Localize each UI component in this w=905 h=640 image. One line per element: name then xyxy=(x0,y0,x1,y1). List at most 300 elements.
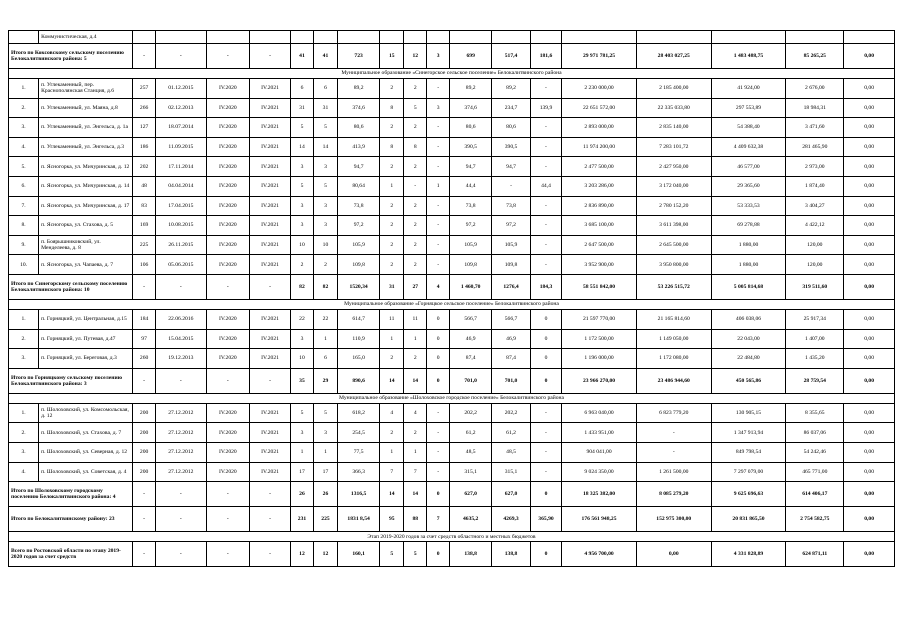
subtotal-cell: 0,00 xyxy=(636,542,711,567)
table-cell: 3 xyxy=(313,157,337,177)
subtotal-cell: - xyxy=(156,274,207,299)
table-cell: 1 xyxy=(404,442,427,462)
table-cell: IV.2021 xyxy=(250,196,291,216)
subtotal-cell: - xyxy=(156,507,207,532)
table-cell xyxy=(313,31,337,44)
subtotal-row xyxy=(9,274,895,299)
table-row xyxy=(9,79,895,99)
table-cell: 2 xyxy=(380,349,404,369)
table-cell: IV.2021 xyxy=(250,216,291,236)
table-cell: IV.2021 xyxy=(250,349,291,369)
subtotal-cell: 29 xyxy=(313,368,337,393)
subtotal-cell: 614 406,17 xyxy=(786,482,844,507)
subtotal-cell: 27 xyxy=(404,274,427,299)
table-cell: 8 xyxy=(404,137,427,157)
table-cell xyxy=(156,31,207,44)
table-cell: 22 484,80 xyxy=(711,349,786,369)
table-cell: 109,8 xyxy=(338,255,380,275)
table-cell: 22.06.2016 xyxy=(156,309,207,329)
table-cell: 97,2 xyxy=(450,216,492,236)
table-cell: 10. xyxy=(9,255,39,275)
subtotal-cell: 138,8 xyxy=(492,542,531,567)
table-cell: 2 xyxy=(404,157,427,177)
table-cell: 73,8 xyxy=(338,196,380,216)
table-cell: 97 xyxy=(133,329,156,349)
table-cell: 0 xyxy=(530,349,561,369)
table-cell: 7 xyxy=(380,462,404,482)
table-cell: 46,9 xyxy=(450,329,492,349)
table-cell: IV.2021 xyxy=(250,309,291,329)
subtotal-cell: - xyxy=(133,274,156,299)
table-cell: 1 435,20 xyxy=(786,349,844,369)
subtotal-cell: 95 xyxy=(380,507,404,532)
address-cell: п. Шолоховский, ул. Советская, д. 4 xyxy=(39,462,133,482)
table-cell: 86 037,06 xyxy=(786,423,844,443)
table-cell: 7 297 079,00 xyxy=(711,462,786,482)
table-cell: 69 278,88 xyxy=(711,216,786,236)
table-cell: 1 880,00 xyxy=(711,235,786,255)
table-cell: 87,4 xyxy=(492,349,531,369)
table-cell: 5 xyxy=(291,403,314,423)
table-cell: 2 xyxy=(313,255,337,275)
table-cell: - xyxy=(427,118,450,138)
section-title: Муниципальное образование «Синегорское сельское поселение» Белокалитвинского района xyxy=(9,69,895,79)
address-cell: п. Ясногорка, ул. Мичуринская, д. 14 xyxy=(39,176,133,196)
table-cell xyxy=(844,31,895,44)
table-cell: 225 xyxy=(133,235,156,255)
table-cell: 202,2 xyxy=(492,403,531,423)
table-cell: 110,9 xyxy=(338,329,380,349)
table-cell: 0,00 xyxy=(844,137,895,157)
table-cell: 11 974 200,00 xyxy=(562,137,637,157)
subtotal-cell: - xyxy=(156,482,207,507)
subtotal-cell: 0 xyxy=(530,542,561,567)
table-cell: 0,00 xyxy=(844,349,895,369)
table-cell: 3 xyxy=(291,196,314,216)
subtotal-cell: 5 xyxy=(404,542,427,567)
address-cell: п. Ясногорка, ул. Мичуринская, д. 17 xyxy=(39,196,133,216)
table-cell: 1 149 050,00 xyxy=(636,329,711,349)
table-cell: 10 xyxy=(313,235,337,255)
table-cell: IV.2021 xyxy=(250,98,291,118)
table-body xyxy=(9,31,895,567)
subtotal-cell: 18 325 382,00 xyxy=(562,482,637,507)
table-cell: 44,4 xyxy=(450,176,492,196)
table-cell: 19.12.2013 xyxy=(156,349,207,369)
subtotal-cell: 1831 8,54 xyxy=(338,507,380,532)
table-cell: 48,5 xyxy=(492,442,531,462)
table-cell: 2 xyxy=(404,255,427,275)
table-cell: - xyxy=(404,176,427,196)
table-cell: 2 973,00 xyxy=(786,157,844,177)
table-cell: 184 xyxy=(133,309,156,329)
table-cell xyxy=(562,31,637,44)
section-title: Этап 2019-2020 годов за счет средств областного и местных бюджетов xyxy=(9,532,895,542)
table-cell: 2 185 400,00 xyxy=(636,79,711,99)
table-cell: 27.12.2012 xyxy=(156,442,207,462)
subtotal-cell: 26 xyxy=(291,482,314,507)
table-cell xyxy=(250,31,291,44)
table-cell: 2 xyxy=(380,235,404,255)
table-cell: 2 xyxy=(404,349,427,369)
table-cell: 7 xyxy=(404,462,427,482)
subtotal-cell: 1520,34 xyxy=(338,274,380,299)
table-cell: 0,00 xyxy=(844,235,895,255)
table-cell: 17 xyxy=(313,462,337,482)
subtotal-cell: 627,0 xyxy=(492,482,531,507)
table-cell: IV.2020 xyxy=(206,255,249,275)
table-cell: 0 xyxy=(427,329,450,349)
table-cell: IV.2020 xyxy=(206,423,249,443)
address-cell: п. Шолоховский, ул. Комсомольская, д. 12 xyxy=(39,403,133,423)
table-cell: 1 880,00 xyxy=(711,255,786,275)
subtotal-cell: 1 460,70 xyxy=(450,274,492,299)
table-cell: 200 xyxy=(133,423,156,443)
table-cell: 257 xyxy=(133,79,156,99)
table-cell: 94,7 xyxy=(492,157,531,177)
subtotal-cell: - xyxy=(250,482,291,507)
table-cell: 2 230 000,00 xyxy=(562,79,637,99)
table-row xyxy=(9,118,895,138)
table-cell: 3 xyxy=(313,423,337,443)
address-cell: п. Боярышниковский, ул. Менделеева, д. 8 xyxy=(39,235,133,255)
table-cell: 2 836 890,00 xyxy=(562,196,637,216)
section-header-row xyxy=(9,69,895,79)
subtotal-cell: 41 xyxy=(291,44,314,69)
table-cell: - xyxy=(530,403,561,423)
subtotal-cell: 0 xyxy=(530,482,561,507)
table-cell: 10 xyxy=(291,349,314,369)
table-cell: 3 xyxy=(291,216,314,236)
subtotal-cell: 184,3 xyxy=(530,274,561,299)
subtotal-cell: - xyxy=(206,44,249,69)
table-row xyxy=(9,31,895,44)
table-cell: 0,00 xyxy=(844,329,895,349)
table-cell: 109,8 xyxy=(450,255,492,275)
table-cell: 105,9 xyxy=(450,235,492,255)
subtotal-cell: 701,0 xyxy=(492,368,531,393)
subtotal-cell: 0,00 xyxy=(844,368,895,393)
table-cell: 4. xyxy=(9,462,39,482)
table-cell: - xyxy=(427,462,450,482)
table-cell: IV.2020 xyxy=(206,118,249,138)
subtotal-cell: 176 561 948,25 xyxy=(562,507,637,532)
table-cell: 26.11.2015 xyxy=(156,235,207,255)
subtotal-cell: 4 xyxy=(427,274,450,299)
subtotal-cell: 0,00 xyxy=(844,44,895,69)
table-cell: 5 xyxy=(404,98,427,118)
table-cell: IV.2020 xyxy=(206,442,249,462)
table-cell: 22 335 033,80 xyxy=(636,98,711,118)
table-row xyxy=(9,423,895,443)
table-cell: 17.04.2015 xyxy=(156,196,207,216)
table-row xyxy=(9,137,895,157)
table-cell: 130 905,15 xyxy=(711,403,786,423)
subtotal-cell: 28 759,54 xyxy=(786,368,844,393)
table-cell: - xyxy=(530,255,561,275)
table-cell: 05.06.2015 xyxy=(156,255,207,275)
table-cell: 254,5 xyxy=(338,423,380,443)
table-row xyxy=(9,196,895,216)
table-cell: 2 xyxy=(404,118,427,138)
subtotal-cell: - xyxy=(206,368,249,393)
table-cell: 6. xyxy=(9,176,39,196)
table-cell: 27.12.2012 xyxy=(156,403,207,423)
table-cell xyxy=(450,31,492,44)
subtotal-cell: 450 565,86 xyxy=(711,368,786,393)
table-cell: 2 835 140,00 xyxy=(636,118,711,138)
address-cell: п. Углекаменный, пер. Краснополянская Станция, д.6 xyxy=(39,79,133,99)
subtotal-cell: - xyxy=(206,482,249,507)
table-cell: 2 xyxy=(404,235,427,255)
table-row xyxy=(9,235,895,255)
table-cell: 10 xyxy=(291,235,314,255)
subtotal-cell: 15 xyxy=(380,44,404,69)
table-cell: 89,2 xyxy=(450,79,492,99)
table-cell: 366,3 xyxy=(338,462,380,482)
subtotal-cell: 4 956 700,00 xyxy=(562,542,637,567)
subtotal-cell: 9 625 696,63 xyxy=(711,482,786,507)
table-cell: 2. xyxy=(9,329,39,349)
table-cell: 2 xyxy=(380,118,404,138)
table-cell: - xyxy=(427,216,450,236)
subtotal-cell: 5 xyxy=(380,542,404,567)
table-cell: 202,2 xyxy=(450,403,492,423)
subtotal-label: Итого по Горняцкому сельскому поселению Белокалитвинского района: 3 xyxy=(9,368,133,393)
table-cell xyxy=(530,31,561,44)
subtotal-cell: 35 xyxy=(291,368,314,393)
address-cell: п. Шолоховский, ул. Северная, д. 12 xyxy=(39,442,133,462)
table-cell: 3 xyxy=(427,98,450,118)
subtotal-cell: 890,6 xyxy=(338,368,380,393)
table-cell: 80,6 xyxy=(338,118,380,138)
subtotal-cell: 53 226 515,72 xyxy=(636,274,711,299)
table-cell: - xyxy=(530,79,561,99)
table-cell: 186 xyxy=(133,137,156,157)
table-cell: 9. xyxy=(9,235,39,255)
table-cell: 0 xyxy=(427,349,450,369)
subtotal-cell: - xyxy=(206,507,249,532)
subtotal-row xyxy=(9,482,895,507)
table-cell: 0,00 xyxy=(844,309,895,329)
table-cell: 97,2 xyxy=(492,216,531,236)
table-cell: 6 xyxy=(291,79,314,99)
subtotal-row xyxy=(9,44,895,69)
table-cell: IV.2020 xyxy=(206,216,249,236)
table-cell: 14 xyxy=(291,137,314,157)
table-cell: 234,7 xyxy=(492,98,531,118)
table-row xyxy=(9,349,895,369)
table-cell: 618,2 xyxy=(338,403,380,423)
table-row xyxy=(9,329,895,349)
table-cell: - xyxy=(427,157,450,177)
address-cell: п. Горняцкий, ул. Центральная, д.15 xyxy=(39,309,133,329)
table-cell: 22 043,00 xyxy=(711,329,786,349)
table-cell: 374,6 xyxy=(450,98,492,118)
table-cell: 8 355,65 xyxy=(786,403,844,423)
table-cell: 3 xyxy=(313,196,337,216)
table-cell: 2 xyxy=(380,79,404,99)
table-cell: 200 xyxy=(133,442,156,462)
subtotal-cell: 0,00 xyxy=(844,542,895,567)
table-cell: 21 165 814,60 xyxy=(636,309,711,329)
table-cell: 2 647 500,00 xyxy=(562,235,637,255)
table-cell: 41 924,00 xyxy=(711,79,786,99)
subtotal-label: Итого по Синегорскому сельскому поселению Белокалитвинского района: 10 xyxy=(9,274,133,299)
table-cell: - xyxy=(636,442,711,462)
table-cell: 4 409 632,38 xyxy=(711,137,786,157)
table-cell: 120,00 xyxy=(786,255,844,275)
table-cell: IV.2021 xyxy=(250,423,291,443)
table-cell: 390,5 xyxy=(450,137,492,157)
subtotal-cell: 0,00 xyxy=(844,274,895,299)
table-cell: 7. xyxy=(9,196,39,216)
subtotal-cell: - xyxy=(250,542,291,567)
table-cell: 54 242,46 xyxy=(786,442,844,462)
subtotal-row xyxy=(9,368,895,393)
table-row xyxy=(9,442,895,462)
subtotal-cell: 2 754 582,75 xyxy=(786,507,844,532)
table-cell: 2 xyxy=(404,196,427,216)
table-cell: 31 xyxy=(291,98,314,118)
subtotal-cell: 29 971 781,25 xyxy=(562,44,637,69)
table-cell: 4 xyxy=(380,403,404,423)
table-cell: 8. xyxy=(9,216,39,236)
table-cell: 48 xyxy=(133,176,156,196)
subtotal-cell: - xyxy=(250,274,291,299)
subtotal-cell: 138,8 xyxy=(450,542,492,567)
table-cell: 5. xyxy=(9,157,39,177)
table-cell: 2 xyxy=(380,255,404,275)
table-cell: 6 xyxy=(313,79,337,99)
table-cell: - xyxy=(427,423,450,443)
table-cell: 105,9 xyxy=(338,235,380,255)
table-cell: 2 477 500,00 xyxy=(562,157,637,177)
table-cell: IV.2020 xyxy=(206,137,249,157)
table-cell: - xyxy=(427,442,450,462)
table-cell: IV.2021 xyxy=(250,442,291,462)
address-cell: п. Углекаменный, ул. Энгельса, д. 1а xyxy=(39,118,133,138)
subtotal-cell: 4 331 828,89 xyxy=(711,542,786,567)
table-row xyxy=(9,98,895,118)
address-cell: п. Углекаменный, ул. Энгельса, д.3 xyxy=(39,137,133,157)
address-cell: п. Горняцкий, ул. Береговая, д.3 xyxy=(39,349,133,369)
subtotal-cell: 1316,5 xyxy=(338,482,380,507)
table-cell: 1 xyxy=(313,329,337,349)
table-cell: 566,7 xyxy=(492,309,531,329)
table-cell: - xyxy=(530,216,561,236)
address-cell: п. Шолоховский, ул. Стахова, д. 7 xyxy=(39,423,133,443)
table-cell: IV.2020 xyxy=(206,98,249,118)
table-cell xyxy=(380,31,404,44)
table-cell: 127 xyxy=(133,118,156,138)
table-cell: IV.2020 xyxy=(206,176,249,196)
subtotal-cell: - xyxy=(156,368,207,393)
subtotal-label: Итого по Шолоховскому городскому поселению Белокалитвинского района: 4 xyxy=(9,482,133,507)
table-cell: 0,00 xyxy=(844,255,895,275)
table-row xyxy=(9,462,895,482)
subtotal-cell: 624 871,11 xyxy=(786,542,844,567)
table-cell: IV.2021 xyxy=(250,118,291,138)
table-cell: 11 xyxy=(380,309,404,329)
table-cell: 46,9 xyxy=(492,329,531,349)
table-cell: 2 xyxy=(404,423,427,443)
table-cell: 3 952 900,00 xyxy=(562,255,637,275)
table-cell: 139,9 xyxy=(530,98,561,118)
table-cell: 22 651 572,00 xyxy=(562,98,637,118)
table-cell: IV.2020 xyxy=(206,235,249,255)
table-cell: 5 xyxy=(313,118,337,138)
section-header-row xyxy=(9,393,895,403)
table-cell: - xyxy=(530,462,561,482)
table-cell: 3 xyxy=(291,329,314,349)
subtotal-cell: 0 xyxy=(427,542,450,567)
table-cell: 413,9 xyxy=(338,137,380,157)
subtotal-cell: 82 xyxy=(291,274,314,299)
table-cell: 2. xyxy=(9,423,39,443)
table-cell: 02.12.2013 xyxy=(156,98,207,118)
table-cell: 374,6 xyxy=(338,98,380,118)
subtotal-row xyxy=(9,507,895,532)
table-cell: 3 471,60 xyxy=(786,118,844,138)
table-cell: IV.2021 xyxy=(250,157,291,177)
table-cell: 6 823 779,20 xyxy=(636,403,711,423)
section-title: Муниципальное образование «Шолоховское городское поселение» Белокалитвинского района xyxy=(9,393,895,403)
table-row xyxy=(9,216,895,236)
housing-program-table xyxy=(8,30,895,567)
table-cell: 31 xyxy=(313,98,337,118)
table-cell xyxy=(427,31,450,44)
table-cell: 1 433 951,00 xyxy=(562,423,637,443)
table-cell: - xyxy=(530,442,561,462)
table-cell: 2 xyxy=(404,79,427,99)
table-cell: IV.2021 xyxy=(250,462,291,482)
subtotal-cell: 14 xyxy=(404,482,427,507)
section-header-row xyxy=(9,532,895,542)
subtotal-cell: 28 403 027,25 xyxy=(636,44,711,69)
table-cell: IV.2021 xyxy=(250,255,291,275)
table-cell: - xyxy=(530,235,561,255)
table-cell: 202 xyxy=(133,157,156,177)
table-cell: 0 xyxy=(427,309,450,329)
subtotal-row xyxy=(9,542,895,567)
table-cell: IV.2020 xyxy=(206,329,249,349)
table-cell: 29 365,60 xyxy=(711,176,786,196)
table-cell xyxy=(291,31,314,44)
table-cell: 44,4 xyxy=(530,176,561,196)
table-cell: 3. xyxy=(9,442,39,462)
table-cell: 94,7 xyxy=(338,157,380,177)
subtotal-cell: - xyxy=(250,368,291,393)
table-cell: 5 xyxy=(313,176,337,196)
table-cell: - xyxy=(427,79,450,99)
subtotal-cell: 58 551 842,00 xyxy=(562,274,637,299)
subtotal-cell: 3 xyxy=(427,44,450,69)
table-cell: 1 407,00 xyxy=(786,329,844,349)
table-cell: - xyxy=(530,157,561,177)
subtotal-cell: - xyxy=(250,507,291,532)
table-cell: 8 xyxy=(380,98,404,118)
table-cell: 10.08.2015 xyxy=(156,216,207,236)
table-cell: 17.11.2014 xyxy=(156,157,207,177)
subtotal-cell: 181,6 xyxy=(530,44,561,69)
table-cell: 18.07.2014 xyxy=(156,118,207,138)
table-cell: 83 xyxy=(133,196,156,216)
table-cell: IV.2020 xyxy=(206,462,249,482)
table-cell: 3. xyxy=(9,118,39,138)
table-cell: 46 577,00 xyxy=(711,157,786,177)
table-cell: 89,2 xyxy=(338,79,380,99)
